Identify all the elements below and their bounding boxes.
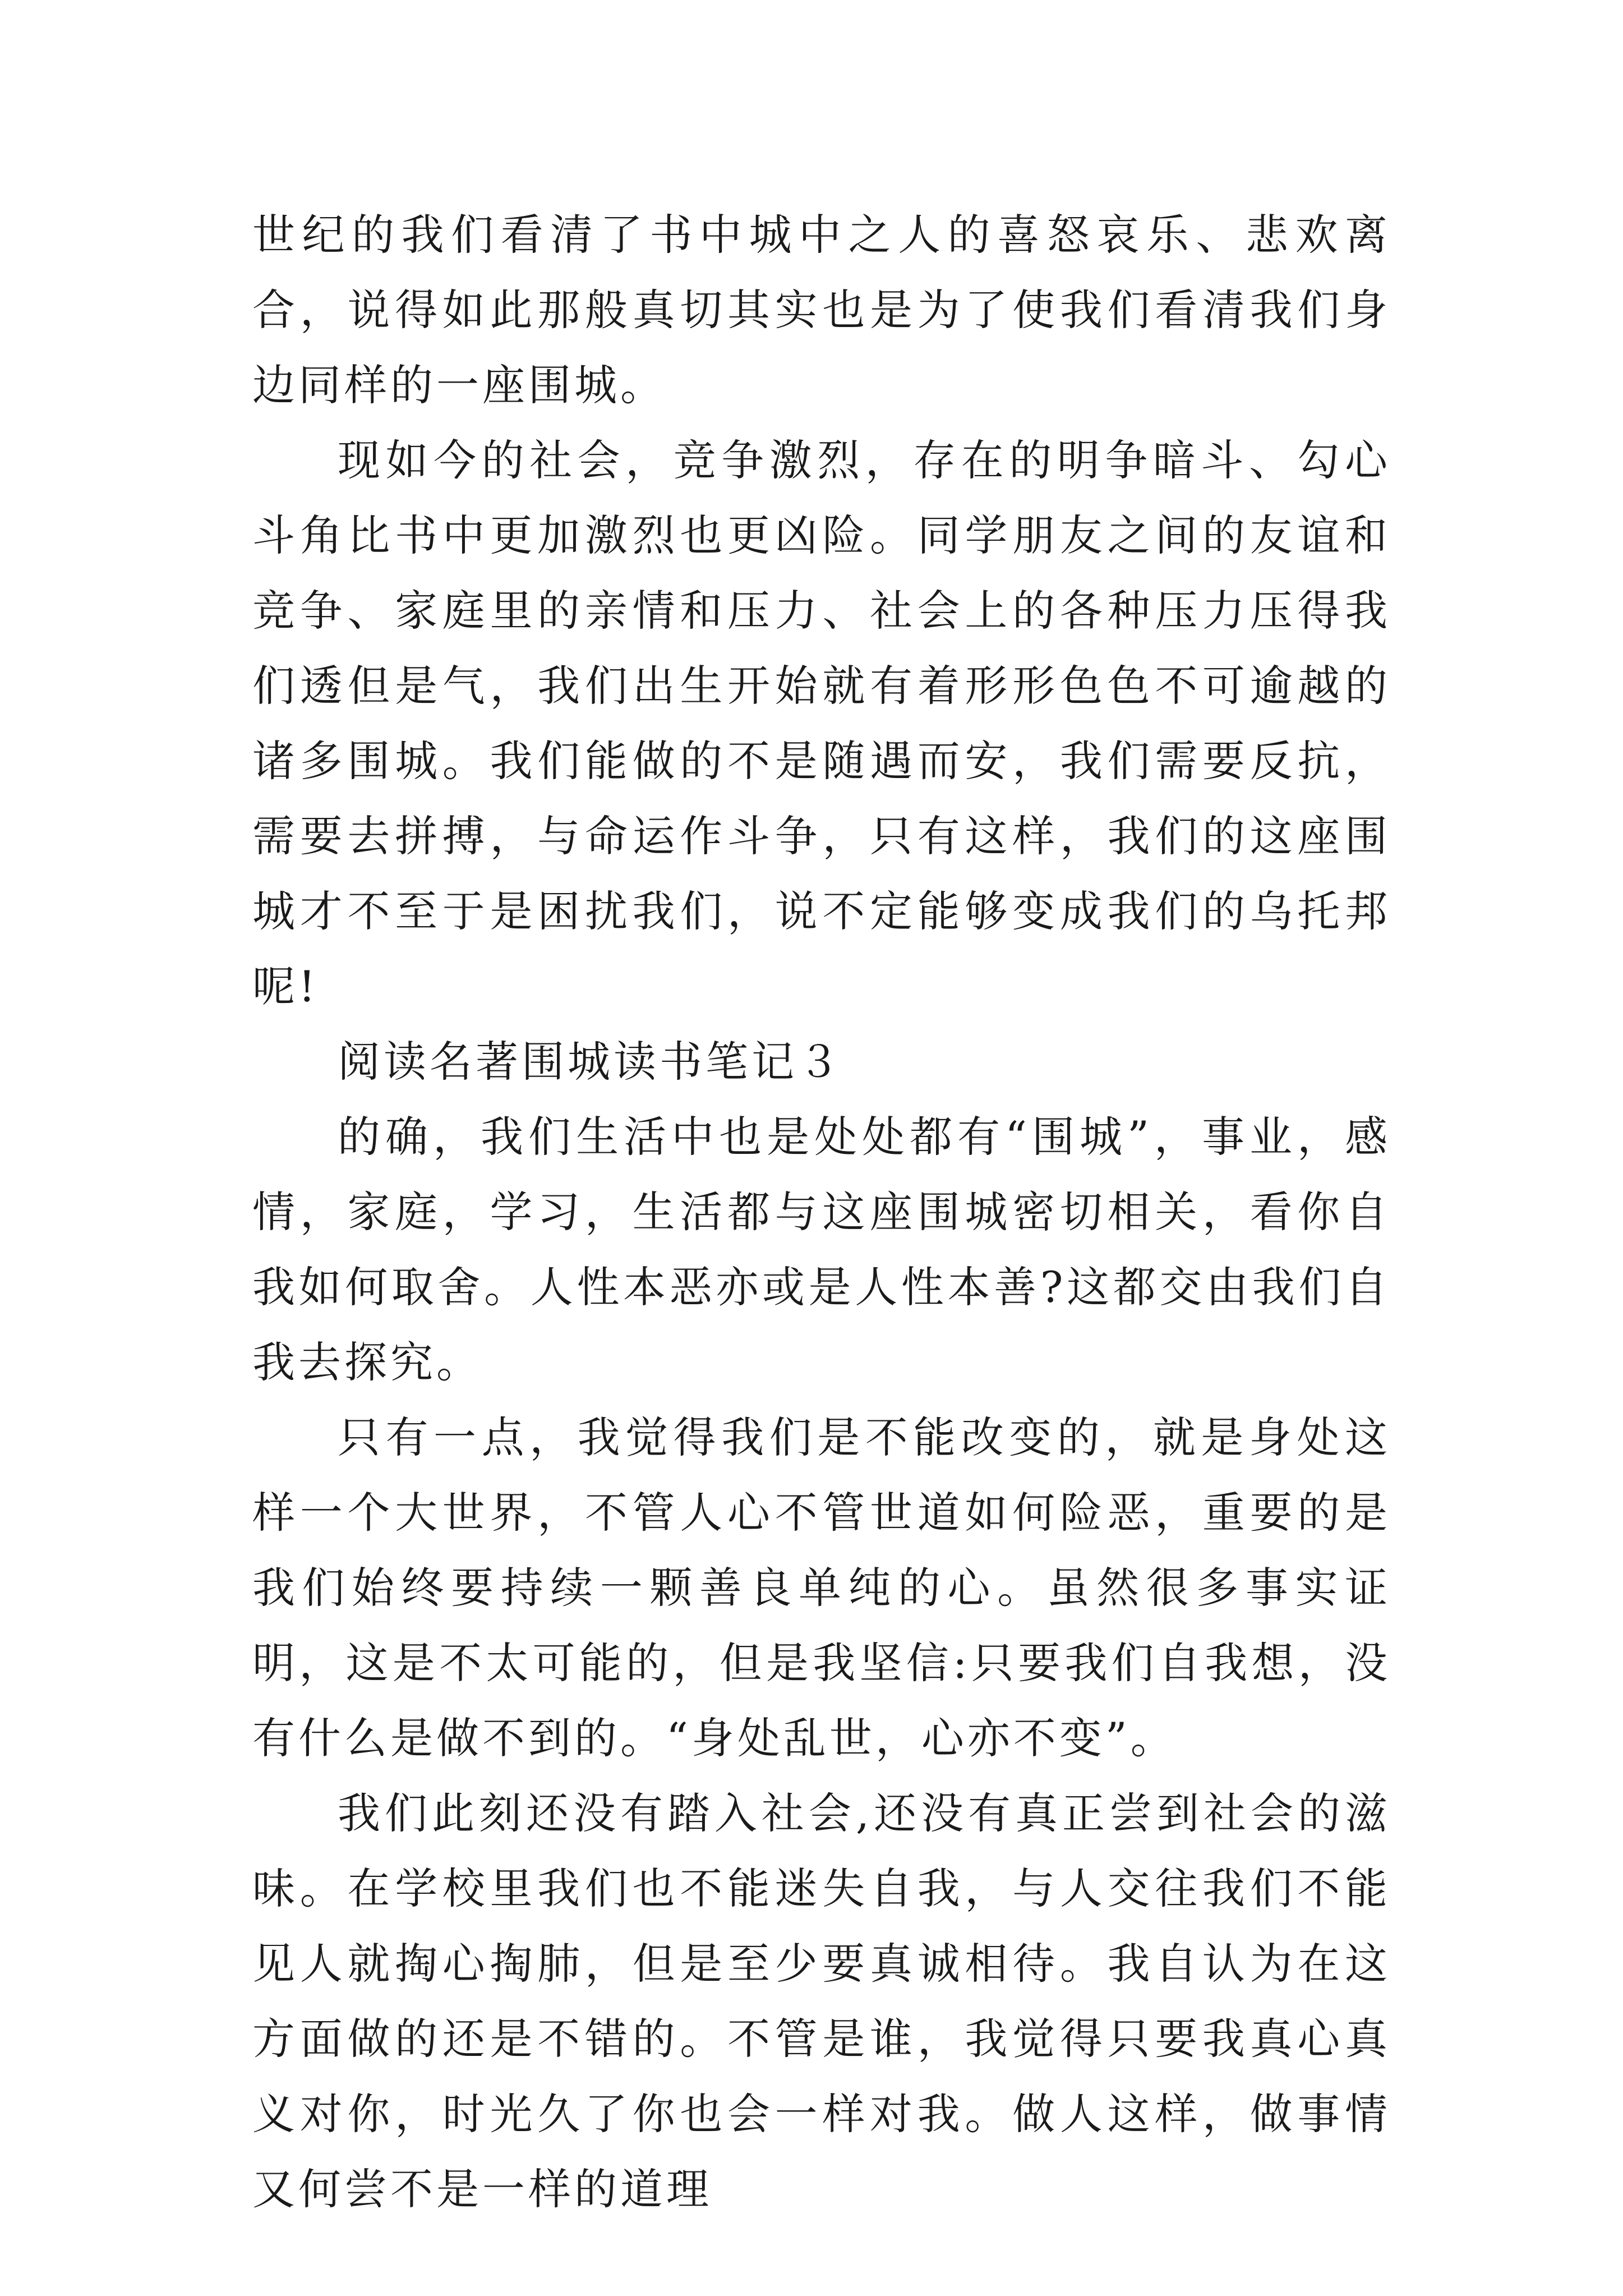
paragraph-continuation: 世纪的我们看清了书中城中之人的喜怒哀乐、悲欢离合，说得如此那般真切其实也是为了使我们看清我们身边同样的一座围城。	[252, 210, 1391, 410]
document-body	[252, 197, 1391, 2227]
paragraph-society: 现如今的社会，竞争激烈，存在的明争暗斗、勾心斗角比书中更加激烈也更凶险。同学朋友之间的友谊和竞争、家庭里的亲情和压力、社会上的各种压力压得我们透但是气，我们出生开始就有着形形色色不可逾越的诸多围城。我们能做的不是随遇而安，我们需要反抗，需要去拼搏，与命运作斗争，只有这样，我们的这座围城才不至于是困扰我们，说不定能够变成我们的乌托邦呢!	[252, 435, 1391, 1011]
paragraph-school: 我们此刻还没有踏入社会,还没有真正尝到社会的滋味。在学校里我们也不能迷失自我，与人交往我们不能见人就掏心掏肺，但是至少要真诚相待。我自认为在这方面做的还是不错的。不管是谁，我觉得只要我真心真义对你，时光久了你也会一样对我。做人这样，做事情又何尝不是一样的道理	[252, 1788, 1391, 2214]
section-heading: 阅读名著围城读书笔记３	[338, 1037, 843, 1087]
paragraph-belief: 只有一点，我觉得我们是不能改变的，就是身处这样一个大世界，不管人心不管世道如何险恶，重要的是我们始终要持续一颗善良单纯的心。虽然很多事实证明，这是不太可能的，但是我坚信:只要我们自我想，没有什么是做不到的。“身处乱世，心亦不变”。	[252, 1412, 1391, 1763]
paragraph-fortress: 的确，我们生活中也是处处都有“围城”，事业，感情，家庭，学习，生活都与这座围城密切相关，看你自我如何取舍。人性本恶亦或是人性本善?这都交由我们自我去探究。	[252, 1112, 1391, 1387]
